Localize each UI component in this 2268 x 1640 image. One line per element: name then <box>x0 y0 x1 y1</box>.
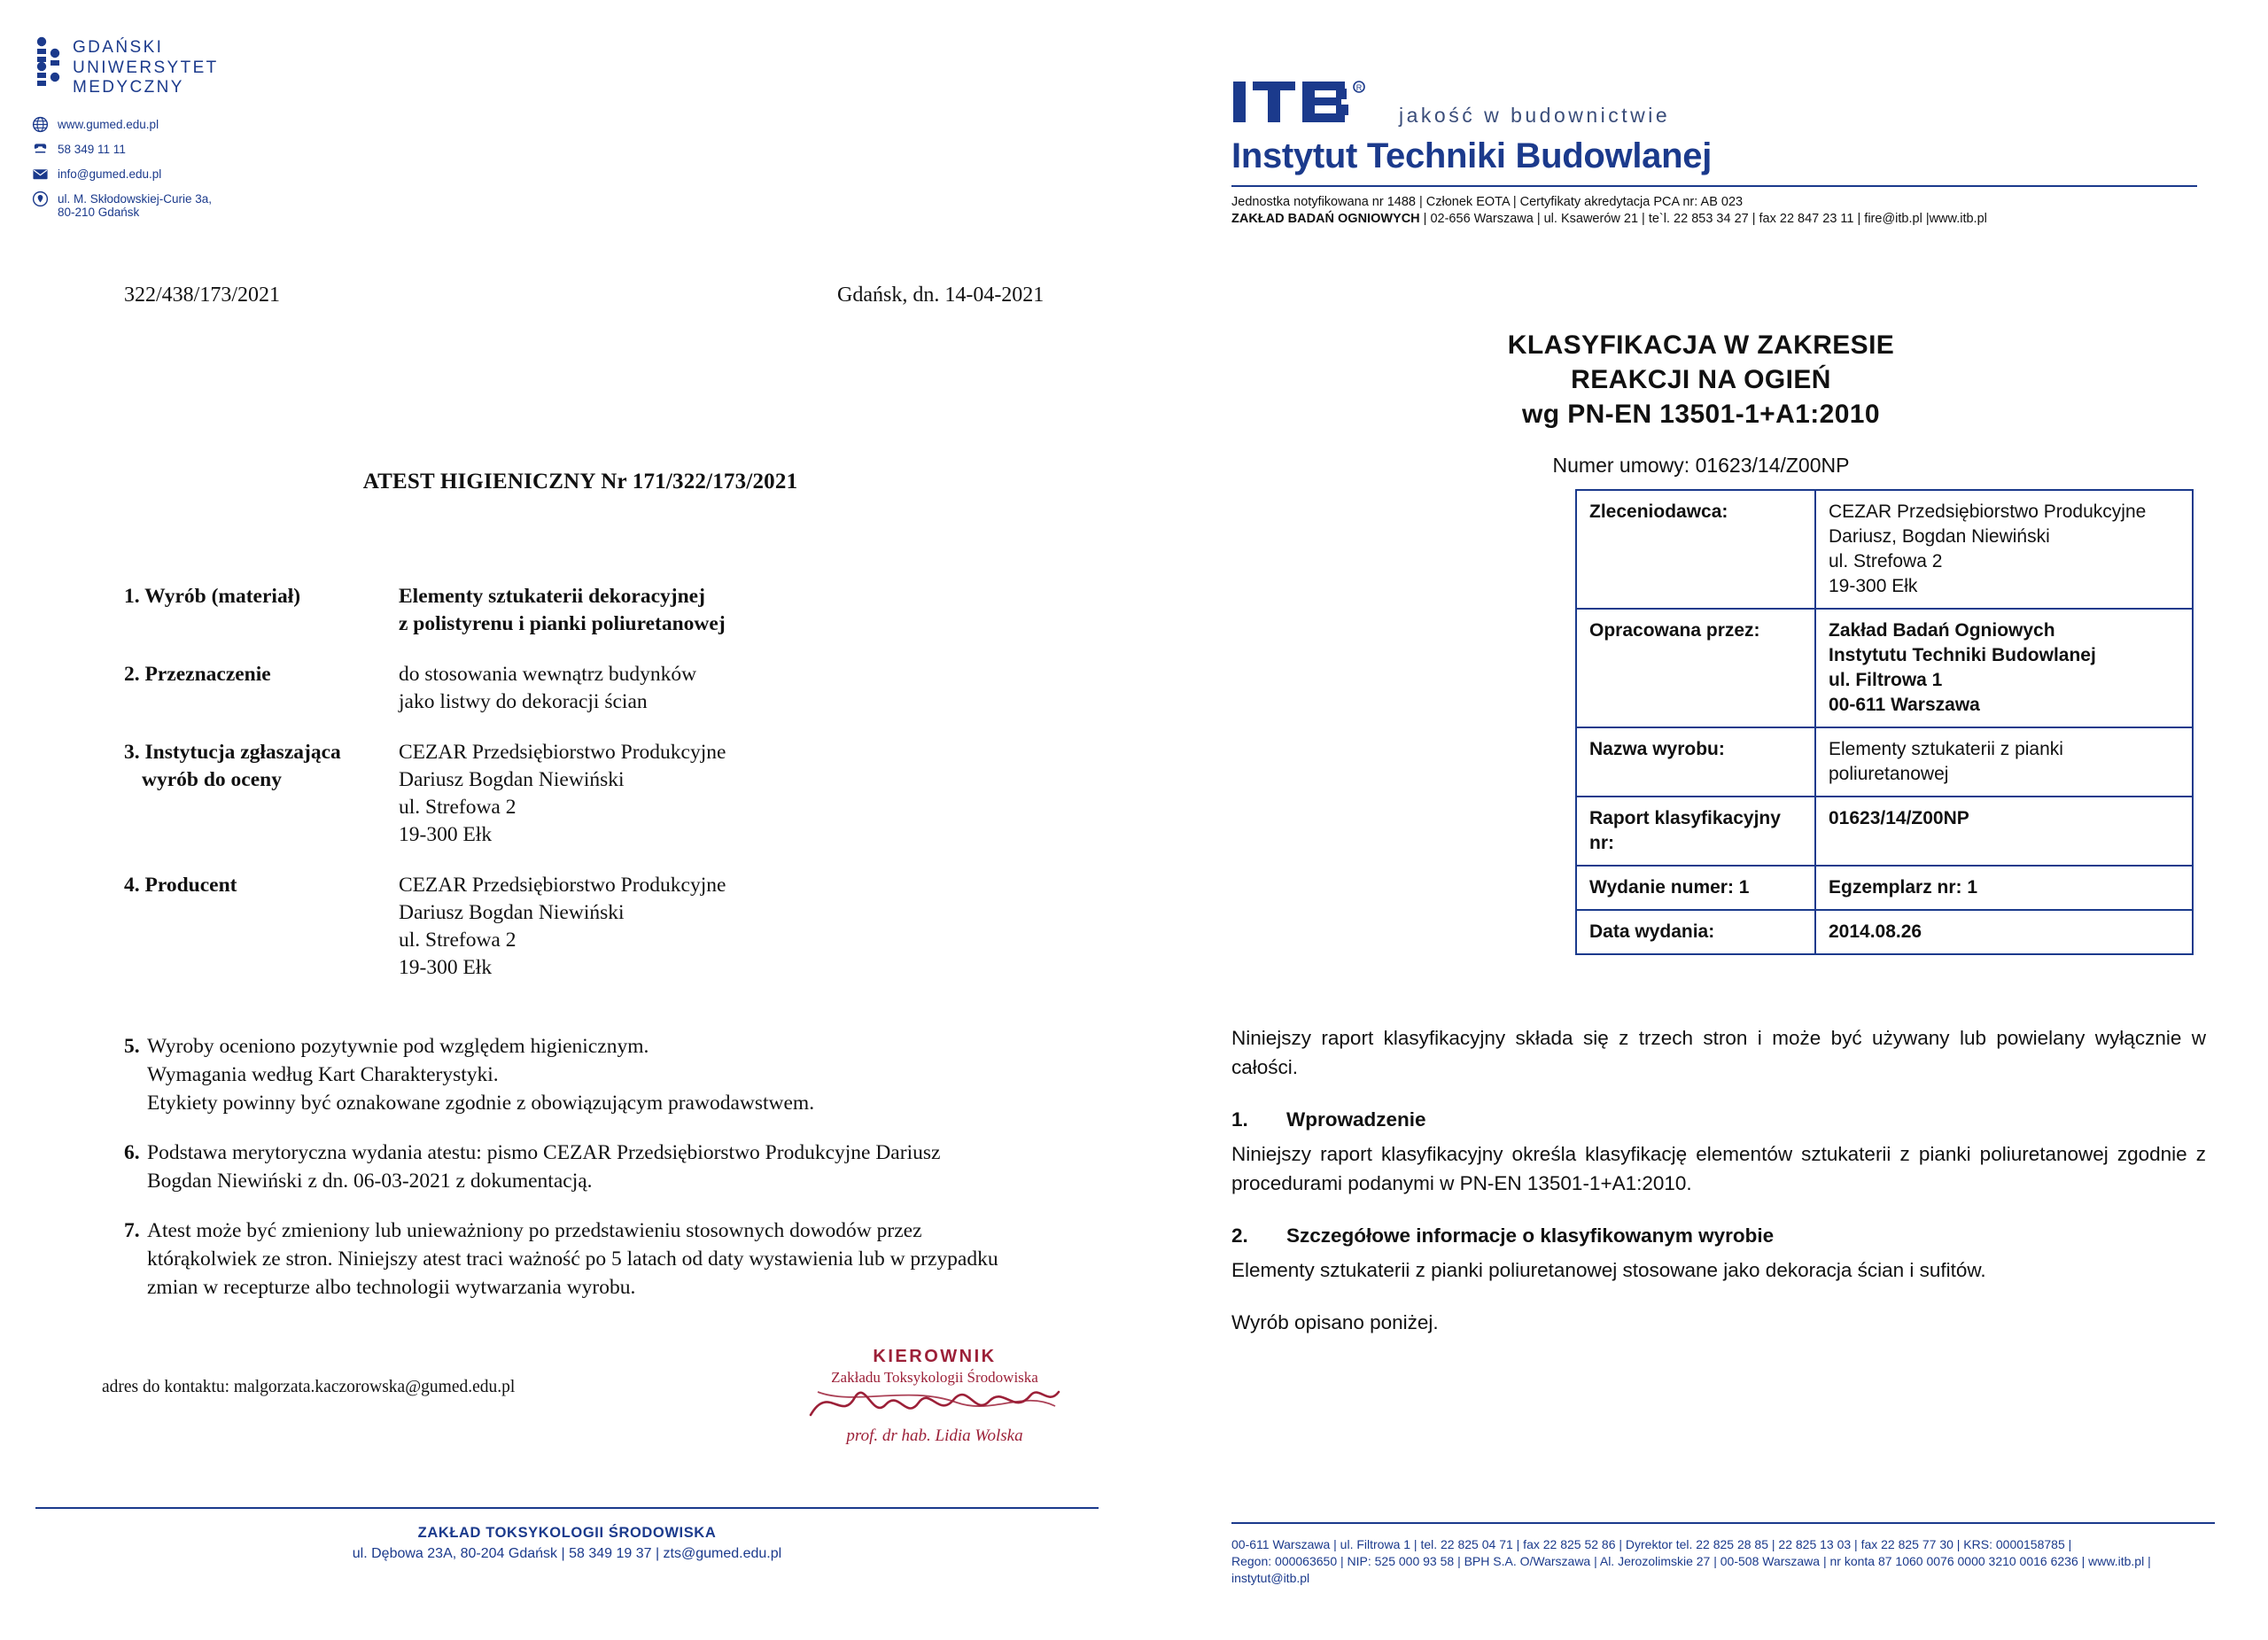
reference-number: 322/438/173/2021 <box>124 284 281 307</box>
item-value-line: 19-300 Ełk <box>399 956 493 979</box>
item-value-line: Dariusz Bogdan Niewiński <box>399 901 625 924</box>
table-row <box>1576 490 2193 609</box>
item-value-line: z polistyrenu i pianki poliuretanowej <box>399 612 726 635</box>
item-value <box>399 872 1037 982</box>
gumed-address <box>58 190 212 219</box>
signature-unit: Zakładu Toksykologii Środowiska <box>831 1369 1038 1386</box>
row-value-line: Elementy sztukaterii z pianki <box>1829 739 2063 759</box>
footer-line-2: Regon: 000063650 | NIP: 525 000 93 58 | BPH S.A. O/Warszawa | Al. Jerozolimskie 27 | 00-508 Warszawa | nr konta 87 1060 0076 0000 3210 0016 6236 | www.itb.pl | <box>1231 1554 2151 1568</box>
classification-title-line1: KLASYFIKACJA W ZAKRESIE <box>1507 330 1895 360</box>
section-2-note: Wyrób opisano poniżej. <box>1231 1311 1439 1333</box>
item-value-line: ul. Strefowa 2 <box>399 796 517 819</box>
paragraph-line: Podstawa merytoryczna wydania atestu: pismo CEZAR Przedsiębiorstwo Produkcyjne Dariusz <box>147 1141 941 1164</box>
itb-department-contact: | 02-656 Warszawa | ul. Ksawerów 21 | te`l. 22 853 34 27 | fax 22 847 23 11 | fire@itb.pl |www.itb.pl <box>1419 212 1987 226</box>
item-value-line: jako listwy do dekoracji ścian <box>399 690 648 713</box>
gumed-address-line1: ul. M. Skłodowskiej-Curie 3a, <box>58 191 213 206</box>
item-label: 2. Przeznaczenie <box>124 663 271 686</box>
itb-subheader <box>1231 194 2206 228</box>
item-value-line: Elementy sztukaterii dekoracyjnej <box>399 585 705 608</box>
atest-paragraphs <box>124 1032 1099 1323</box>
footer-divider <box>35 1507 1099 1509</box>
row-key: Zleceniodawca: <box>1576 490 1815 609</box>
item-value-line: CEZAR Przedsiębiorstwo Produkcyjne <box>399 741 726 764</box>
itb-divider <box>1231 185 2197 187</box>
location-pin-icon <box>32 190 49 207</box>
itb-department-name: ZAKŁAD BADAŃ OGNIOWYCH <box>1231 212 1420 226</box>
gumed-name <box>73 35 219 98</box>
paragraph <box>124 1216 1099 1302</box>
right-document-klasyfikacja <box>1134 0 2268 1640</box>
paragraph-line: zmian w recepturze albo technologii wytwarzania wyrobu. <box>147 1276 636 1299</box>
row-value-line: Zakład Badań Ogniowych <box>1829 620 2055 641</box>
globe-icon <box>32 116 49 133</box>
itb-department-line <box>1231 211 2206 228</box>
paragraph-line: Bogdan Niewiński z dn. 06-03-2021 z dokumentacją. <box>147 1170 593 1193</box>
contact-phone-row <box>32 141 404 158</box>
phone-icon <box>32 141 49 158</box>
item-label: 1. Wyrób (materiał) <box>124 585 301 608</box>
row-key: Raport klasyfikacyjny nr: <box>1576 797 1815 866</box>
row-value: 01623/14/Z00NP <box>1815 797 2193 866</box>
contract-value: 01623/14/Z00NP <box>1695 454 1850 477</box>
itb-accreditation-line: Jednostka notyfikowana nr 1488 | Członek EOTA | Certyfikaty akredytacja PCA nr: AB 023 <box>1231 195 1744 209</box>
item-label: 3. Instytucja zgłaszająca wyrób do oceny <box>124 741 341 791</box>
section-2-number: 2. <box>1231 1224 1248 1247</box>
paragraph-body <box>147 1032 1099 1117</box>
paragraph <box>124 1139 1099 1195</box>
row-key: Opracowana przez: <box>1576 609 1815 727</box>
table-row <box>1576 866 2193 910</box>
paragraph-line: którąkolwiek ze stron. Niniejszy atest traci ważność po 5 latach od daty wystawienia lub w przypadku <box>147 1247 998 1271</box>
paragraph-number: 6. <box>124 1141 140 1164</box>
paragraph-number: 5. <box>124 1035 140 1058</box>
item-value-line: Dariusz Bogdan Niewiński <box>399 768 625 791</box>
footer-line-3: instytut@itb.pl <box>1231 1571 1310 1585</box>
row-value-line: ul. Filtrowa 1 <box>1829 670 1943 690</box>
paragraph-number: 7. <box>124 1219 140 1242</box>
contract-label: Numer umowy: <box>1552 454 1690 477</box>
list-item <box>124 661 1037 716</box>
section-2-heading <box>1231 1221 2206 1250</box>
row-key: Nazwa wyrobu: <box>1576 727 1815 797</box>
gumed-phone: 58 349 11 11 <box>58 142 126 156</box>
section-1-body: Niniejszy raport klasyfikacyjny określa klasyfikację elementów sztukaterii z pianki poliuretanowej zgodnie z procedurami podanymi w PN-EN 13501-1+A1:2010. <box>1231 1143 2206 1194</box>
table-row <box>1576 727 2193 797</box>
footer-department: ZAKŁAD TOKSYKOLOGII ŚRODOWISKA <box>417 1525 717 1541</box>
itb-slogan: jakość w budownictwie <box>1399 104 1671 127</box>
item-value <box>399 739 1037 849</box>
row-value-line: poliuretanowej <box>1829 764 1949 784</box>
itb-logo-icon <box>1231 78 1378 131</box>
row-value: 2014.08.26 <box>1815 910 2193 954</box>
itb-letterhead <box>1231 78 2206 228</box>
classification-title-line2: REAKCJI NA OGIEŃ <box>1571 365 1831 394</box>
row-value-line: 19-300 Ełk <box>1829 576 1918 596</box>
gumed-contact-block <box>32 116 404 219</box>
gumed-name-line3: MEDYCZNY <box>73 78 184 97</box>
gumed-logo-icon <box>32 35 62 90</box>
footer-line-1: 00-611 Warszawa | ul. Filtrowa 1 | tel. 22 825 04 71 | fax 22 825 52 86 | Dyrektor tel. 22 825 28 85 | 22 825 13 03 | fax 22 825 77 30 | KRS: 0000158785 | <box>1231 1537 2072 1551</box>
classification-title <box>1134 328 2268 431</box>
classification-standard: wg PN-EN 13501-1+A1:2010 <box>1522 400 1880 429</box>
page-title: ATEST HIGIENICZNY Nr 171/322/173/2021 <box>362 470 798 494</box>
contact-address-note: adres do kontaktu: malgorzata.kaczorowska@gumed.edu.pl <box>102 1378 516 1396</box>
itb-institute-name: Instytut Techniki Budowlanej <box>1231 136 1713 175</box>
paragraph-line: Wyroby oceniono pozytywnie pod względem higienicznym. <box>147 1035 649 1058</box>
row-value <box>1815 490 2193 609</box>
row-key: Data wydania: <box>1576 910 1815 954</box>
row-value-line: Dariusz, Bogdan Niewiński <box>1829 526 2050 547</box>
gumed-website: www.gumed.edu.pl <box>58 117 159 131</box>
paragraph-line: Etykiety powinny być oznakowane zgodnie z obowiązującym prawodawstwem. <box>147 1092 815 1115</box>
intro-paragraph: Niniejszy raport klasyfikacyjny składa się z trzech stron i może być używany lub powielany wyłącznie w całości. <box>1231 1027 2206 1078</box>
gumed-letterhead <box>32 35 404 227</box>
atest-items-list <box>124 583 1037 1005</box>
signature-block <box>797 1347 1072 1446</box>
row-value-line: ul. Strefowa 2 <box>1829 551 1943 571</box>
item-value-line: ul. Strefowa 2 <box>399 929 517 952</box>
handwritten-signature-icon <box>802 1380 1068 1426</box>
contact-website-row[interactable] <box>32 116 404 133</box>
contact-email-row[interactable] <box>32 166 404 183</box>
item-value-line: do stosowania wewnątrz budynków <box>399 663 697 686</box>
footer-divider <box>1231 1522 2215 1524</box>
gumed-name-line2: UNIWERSYTET <box>73 58 219 77</box>
paragraph-line: Atest może być zmieniony lub unieważniony po przedstawieniu stosownych dowodów przez <box>147 1219 922 1242</box>
gumed-address-line2: 80-210 Gdańsk <box>58 205 140 219</box>
table-row <box>1576 797 2193 866</box>
row-value-line: 00-611 Warszawa <box>1829 695 1980 715</box>
contact-address-row <box>32 190 404 219</box>
list-item <box>124 872 1037 982</box>
right-footer <box>1134 1522 2268 1587</box>
footer-contact: ul. Dębowa 23A, 80-204 Gdańsk | 58 349 19 37 | zts@gumed.edu.pl <box>352 1546 782 1561</box>
row-value <box>1815 727 2193 797</box>
section-1-heading <box>1231 1105 2206 1134</box>
paragraph-body <box>147 1139 1099 1195</box>
signature-name: prof. dr hab. Lidia Wolska <box>846 1426 1023 1445</box>
list-item <box>124 583 1037 638</box>
table-row <box>1576 609 2193 727</box>
item-value-line: CEZAR Przedsiębiorstwo Produkcyjne <box>399 874 726 897</box>
place-and-date: Gdańsk, dn. 14-04-2021 <box>837 284 1045 307</box>
row-value-line: CEZAR Przedsiębiorstwo Produkcyjne <box>1829 501 2147 522</box>
item-value <box>399 661 1037 716</box>
classification-info-table <box>1575 489 2194 955</box>
row-key: Wydanie numer: 1 <box>1576 866 1815 910</box>
row-value <box>1815 609 2193 727</box>
table-row <box>1576 910 2193 954</box>
paragraph-body <box>147 1216 1099 1302</box>
mail-icon <box>32 166 49 183</box>
section-1-number: 1. <box>1231 1108 1248 1131</box>
item-value-line: 19-300 Ełk <box>399 823 493 846</box>
paragraph-line: Wymagania według Kart Charakterystyki. <box>147 1063 499 1086</box>
left-footer <box>0 1507 1134 1562</box>
list-item <box>124 739 1037 849</box>
classification-body <box>1231 1023 2206 1360</box>
row-value: Egzemplarz nr: 1 <box>1815 866 2193 910</box>
row-value-line: Instytutu Techniki Budowlanej <box>1829 645 2096 665</box>
section-2-body: Elementy sztukaterii z pianki poliuretanowej stosowane jako dekoracja ścian i sufitów. <box>1231 1259 1986 1281</box>
contract-number-line <box>1134 454 2268 478</box>
gumed-name-line1: GDAŃSKI <box>73 38 164 57</box>
gumed-email: info@gumed.edu.pl <box>58 167 162 181</box>
item-label: 4. Producent <box>124 874 237 897</box>
item-value <box>399 583 1037 638</box>
paragraph <box>124 1032 1099 1117</box>
section-1-title: Wprowadzenie <box>1286 1108 1426 1131</box>
signature-role: KIEROWNIK <box>873 1347 997 1366</box>
section-2-title: Szczegółowe informacje o klasyfikowanym wyrobie <box>1286 1224 1775 1247</box>
svg-text:R: R <box>1355 83 1363 92</box>
